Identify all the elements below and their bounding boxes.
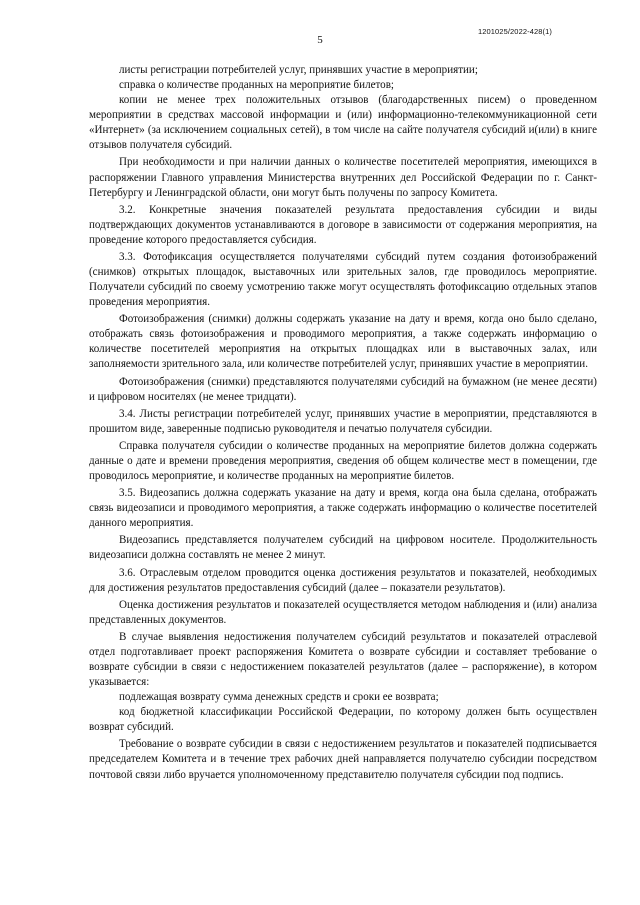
paragraph: Фотоизображения (снимки) должны содержать указание на дату и время, когда оно было сделано, отображать связь фотоизображения и проводимого мероприятия, а также содержать информацию о количестве посетителей мероприятия на открытых площадках или в выставочных залах, или заполняемости зрительного зала, или количестве потребителей услуг, принявших участие в мероприятии. — [89, 313, 597, 371]
paragraph: 3.2. Конкретные значения показателей результата предоставления субсидии и виды подтверждающих документов устанавливаются в договоре в зависимости от содержания мероприятия, на проведение которого предоставляется субсидия. — [89, 203, 597, 246]
paragraph: подлежащая возврату сумма денежных средств и сроки ее возврата; — [119, 691, 439, 704]
paragraph: В случае выявления недостижения получателем субсидий результатов и показателей отраслевой отдел подготавливает проект распоряжения Комитета о возврате субсидии и составляет требование о возврате субсидии в связи с недостижением показателей результатов (далее – распоряжение), в котором указывается: — [89, 630, 597, 689]
paragraph: листы регистрации потребителей услуг, принявших участие в мероприятии; — [119, 64, 478, 76]
page-number: 5 — [317, 34, 323, 46]
paragraph: 3.3. Фотофиксация осуществляется получателями субсидий путем создания фотоизображений (снимков) открытых площадок, выставочных или зрительных залов, где проводилось мероприятие. Получатели субсидий по своему усмотрению также могут осуществлять фотофиксацию отдельных этапов проведения мероприятия. — [89, 250, 597, 309]
paragraph: Требование о возврате субсидии в связи с недостижением результатов и показателей подписывается председателем Комитета и в течение трех рабочих дней направляется получателю субсидии посредством почтовой связи либо вручается уполномоченному представителю получателя субсидии под подпись. — [89, 738, 597, 781]
paragraph: код бюджетной классификации Российской Федерации, по которому должен быть осуществлен возврат субсидий. — [89, 706, 597, 734]
paragraph: Оценка достижения результатов и показателей осуществляется методом наблюдения и (или) анализа представленных документов. — [89, 598, 597, 626]
document-id: 1201025/2022-428(1) — [477, 27, 552, 36]
paragraph: Видеозапись представляется получателем субсидий на цифровом носителе. Продолжительность видеозаписи должна составлять не менее 2 минут. — [89, 534, 597, 562]
document-body — [89, 63, 597, 783]
paragraph: 3.4. Листы регистрации потребителей услуг, принявших участие в мероприятии, представляются в прошитом виде, заверенные подписью руководителя и печатью получателя субсидии. — [89, 407, 597, 435]
paragraph: При необходимости и при наличии данных о количестве посетителей мероприятия, имеющихся в распоряжении Главного управления Министерства внутренних дел Российской Федерации по г. Санкт-Петербургу и Ленинградской области, они могут быть получены по запросу Комитета. — [89, 156, 597, 199]
paragraph: 3.5. Видеозапись должна содержать указание на дату и время, когда она была сделана, отображать связь видеозаписи и проводимого мероприятия, а также содержать информацию о количестве посетителей данного мероприятия. — [89, 487, 597, 530]
paragraph: Фотоизображения (снимки) представляются получателями субсидий на бумажном (не менее десяти) и цифровом носителях (не менее тридцати). — [89, 375, 597, 403]
paragraph: копии не менее трех положительных отзывов (благодарственных писем) о проведенном мероприятии в средствах массовой информации и (или) информационно-телекоммуникационной сети «Интернет» (за исключением социальных сетей), в том числе на сайте получателя субсидий и(или) в книге отзывов получателя субсидий. — [89, 94, 597, 152]
paragraph: Справка получателя субсидии о количестве проданных на мероприятие билетов должна содержать данные о дате и времени проведения мероприятия, сведения об общем количестве мест в помещении, где проводилось мероприятие, и количестве проданных на мероприятие билетов. — [89, 439, 597, 483]
paragraph: справка о количестве проданных на мероприятие билетов; — [119, 79, 394, 92]
paragraph: 3.6. Отраслевым отделом проводится оценка достижения результатов и показателей, необходимых для достижения результатов предоставления субсидий (далее – показатели результатов). — [89, 566, 597, 594]
